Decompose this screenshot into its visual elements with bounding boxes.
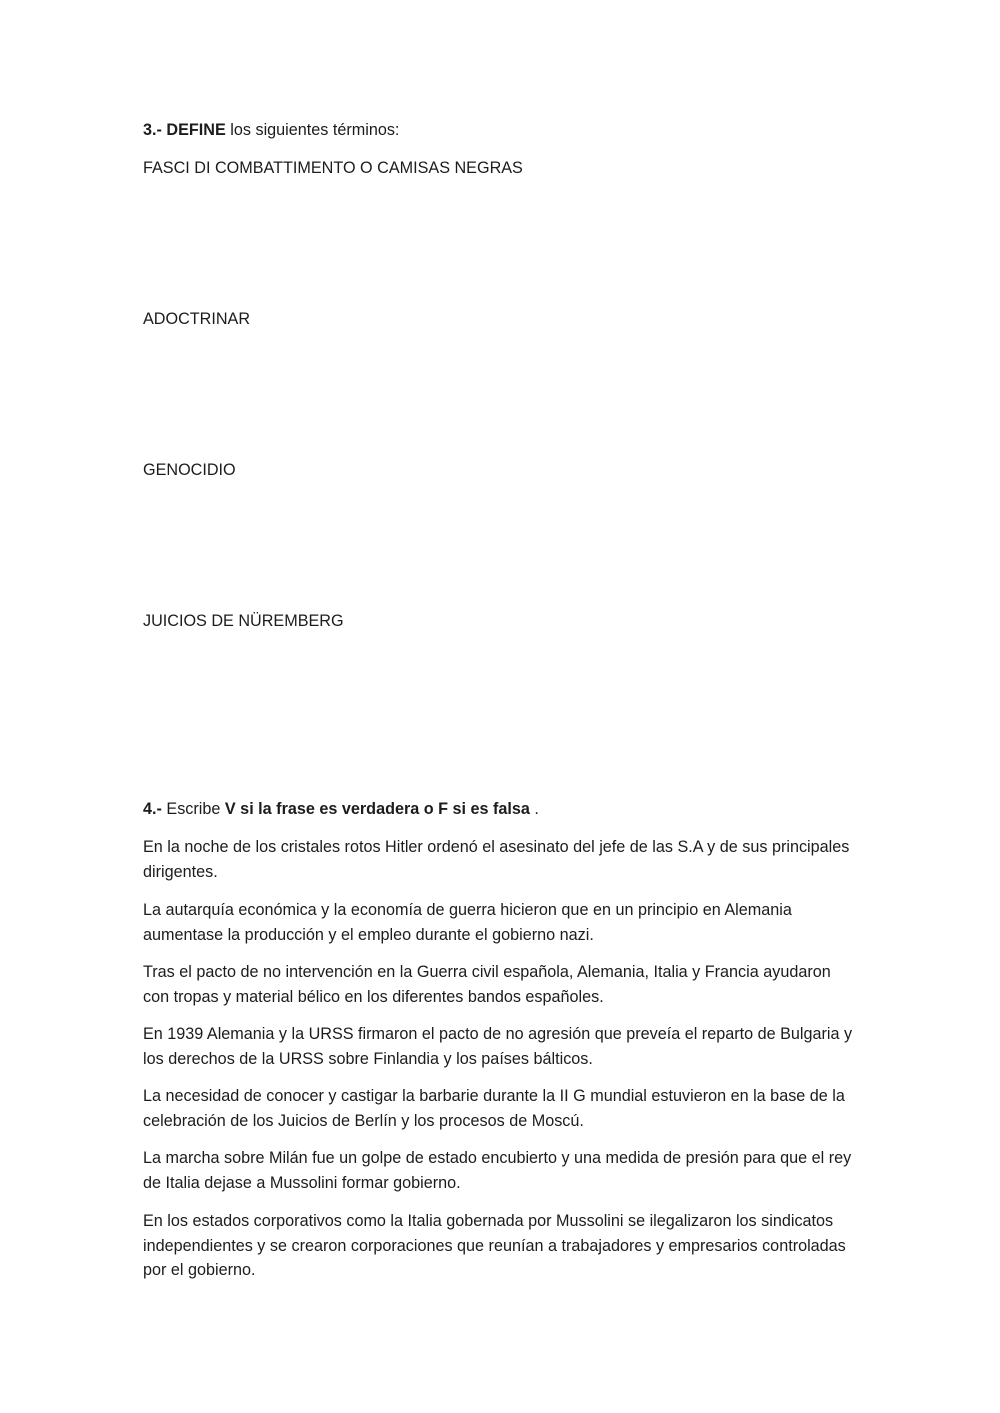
section-3-number: 3.- [143, 121, 162, 139]
term-juicios-nuremberg: JUICIOS DE NÜREMBERG [143, 612, 344, 630]
section-4-number: 4.- [143, 800, 162, 818]
section-4-end: . [529, 800, 539, 818]
section-4-instruction: V si la frase es verdadera o F si es falsa [224, 800, 530, 818]
section-3-heading-rest: los siguientes términos: [225, 121, 400, 139]
statement-1: En la noche de los cristales rotos Hitler ordenó el asesinato del jefe de las S.A y de sus principales dirigentes. [143, 838, 850, 881]
statement-5: La necesidad de conocer y castigar la barbarie durante la II G mundial estuvieron en la base de la celebración de los Juicios de Berlín y los procesos de Moscú. [143, 1087, 845, 1130]
term-genocidio: GENOCIDIO [143, 461, 236, 479]
statement-2: La autarquía económica y la economía de guerra hicieron que en un principio en Alemania aumentase la producción y el empleo durante el gobierno nazi. [143, 901, 792, 944]
term-adoctrinar: ADOCTRINAR [143, 310, 251, 328]
statement-3: Tras el pacto de no intervención en la Guerra civil española, Alemania, Italia y Francia ayudaron con tropas y material bélico en los diferentes bandos españoles. [143, 963, 831, 1006]
section-4-heading [143, 797, 858, 822]
section-3-keyword: DEFINE [166, 121, 226, 139]
section-3-heading [143, 118, 858, 143]
term-fasci: FASCI DI COMBATTIMENTO O CAMISAS NEGRAS [143, 159, 523, 177]
statement-6: La marcha sobre Milán fue un golpe de estado encubierto y una medida de presión para que el rey de Italia dejase a Mussolini formar gobierno. [143, 1149, 852, 1192]
section-4-intro: Escribe [161, 800, 225, 818]
statement-4: En 1939 Alemania y la URSS firmaron el pacto de no agresión que preveía el reparto de Bulgaria y los derechos de la URSS sobre Finlandia y los países bálticos. [143, 1025, 853, 1068]
statement-7: En los estados corporativos como la Italia gobernada por Mussolini se ilegalizaron los sindicatos independientes y se crearon corporaciones que reunían a trabajadores y empresarios controladas por el gobierno. [143, 1212, 846, 1279]
